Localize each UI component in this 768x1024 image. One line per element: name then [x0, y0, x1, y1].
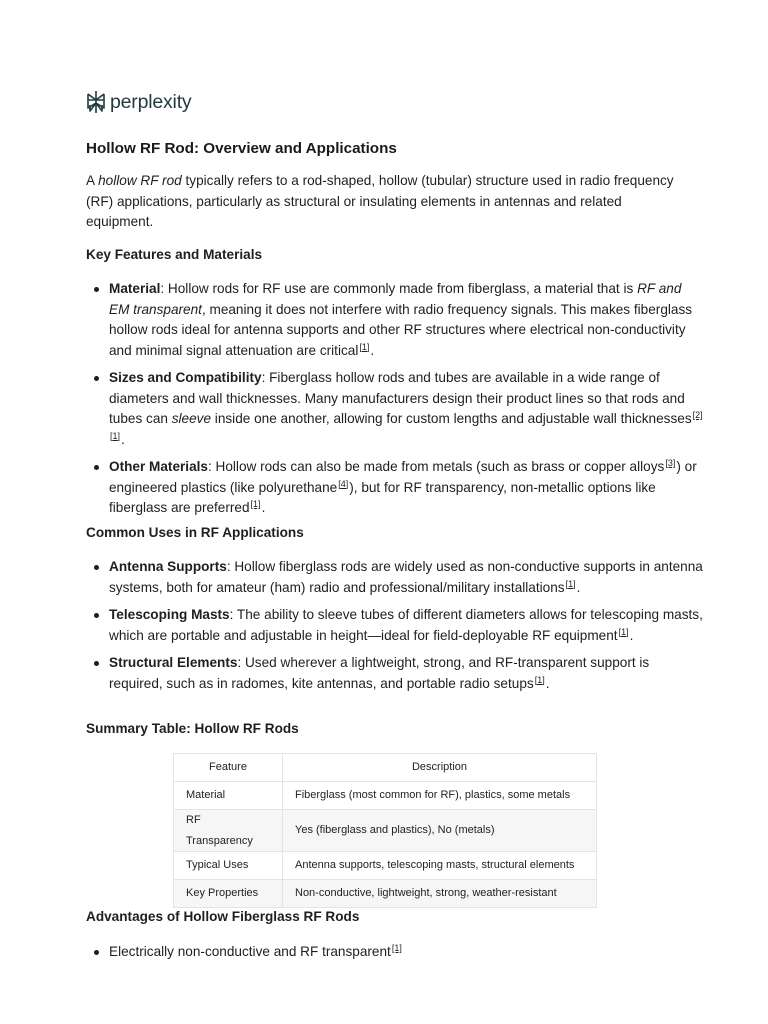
list-item-advantage: Electrically non-conductive and RF transparent[1]: [109, 942, 705, 963]
table-row: [174, 810, 597, 852]
table-cell: Non-conductive, lightweight, strong, weather-resistant: [283, 880, 597, 908]
section-heading-summary-table: Summary Table: Hollow RF Rods: [86, 721, 299, 736]
key-features-list: [86, 279, 705, 526]
citation-link[interactable]: [2]: [692, 410, 703, 420]
advantages-list: [86, 942, 705, 970]
section-heading-key-features: Key Features and Materials: [86, 247, 263, 262]
column-header: Description: [283, 754, 597, 782]
page-title: Hollow RF Rod: Overview and Applications: [86, 140, 397, 157]
list-item-telescoping-masts: Telescoping Masts: The ability to sleeve tubes of different diameters allows for telescoping masts, which are portable and adjustable in height—ideal for field-deployable RF equipment[1].: [109, 605, 705, 646]
table-cell: Yes (fiberglass and plastics), No (metals): [283, 810, 597, 852]
table-row: [174, 782, 597, 810]
citation-link[interactable]: [1]: [391, 943, 402, 953]
list-item-structural-elements: Structural Elements: Used wherever a lightweight, strong, and RF-transparent support is required, such as in radomes, kite antennas, and portable radio setups[1].: [109, 653, 705, 694]
citation-link[interactable]: [1]: [565, 578, 576, 589]
brand-name: perplexity: [110, 90, 192, 113]
section-heading-common-uses: Common Uses in RF Applications: [86, 525, 304, 540]
perplexity-logo: [85, 89, 191, 115]
list-item-antenna-supports: Antenna Supports: Hollow fiberglass rods are widely used as non-conductive supports in antenna systems, both for amateur (ham) radio and professional/military installations[1].: [109, 557, 705, 598]
citation-link[interactable]: [1]: [250, 499, 261, 509]
citation-link[interactable]: [1]: [110, 430, 121, 441]
table-row: [174, 880, 597, 908]
citation-link[interactable]: [3]: [665, 458, 676, 468]
table-cell: Key Properties: [174, 880, 283, 908]
table-cell: Material: [174, 782, 283, 810]
citation-link[interactable]: [1]: [618, 626, 629, 637]
citation-link[interactable]: [1]: [359, 341, 370, 352]
intro-term: hollow RF rod: [98, 173, 182, 188]
list-item-sizes: Sizes and Compatibility: Fiberglass hollow rods and tubes are available in a wide range of diameters and wall thicknesses. Many manufacturers design their product lines so that rods and tubes can sleeve inside one another, allowing for custom lengths and adjustable wall thicknesses[2][1].: [109, 368, 705, 450]
table-cell: Fiberglass (most common for RF), plastics, some metals: [283, 782, 597, 810]
summary-table: [173, 753, 597, 908]
list-item-other-materials: Other Materials: Hollow rods can also be made from metals (such as brass or copper alloys[3]) or engineered plastics (like polyurethane[4]), but for RF transparency, non-metallic options like fiberglass are preferred[1].: [109, 457, 705, 519]
table-cell: Typical Uses: [174, 852, 283, 880]
intro-paragraph: A hollow RF rod typically refers to a rod-shaped, hollow (tubular) structure used in radio frequency (RF) applications, particularly as structural or insulating elements in antennas and related equipment.: [86, 173, 674, 229]
common-uses-list: [86, 557, 705, 701]
section-heading-advantages: Advantages of Hollow Fiberglass RF Rods: [86, 909, 360, 924]
citation-link[interactable]: [1]: [534, 674, 545, 685]
table-row: [174, 852, 597, 880]
column-header: Feature: [174, 754, 283, 782]
perplexity-logo-icon: [85, 89, 107, 115]
list-item-material: Material: Hollow rods for RF use are commonly made from fiberglass, a material that is RF and EM transparent, meaning it does not interfere with radio frequency signals. This makes fiberglass hollow rods ideal for antenna supports and other RF structures where electrical non-conductivity and minimal signal attenuation are critical[1].: [109, 279, 705, 361]
citation-link[interactable]: [4]: [338, 478, 349, 489]
table-cell: Antenna supports, telescoping masts, structural elements: [283, 852, 597, 880]
table-cell: RF Transparency: [174, 810, 283, 852]
table-header-row: [174, 754, 597, 782]
